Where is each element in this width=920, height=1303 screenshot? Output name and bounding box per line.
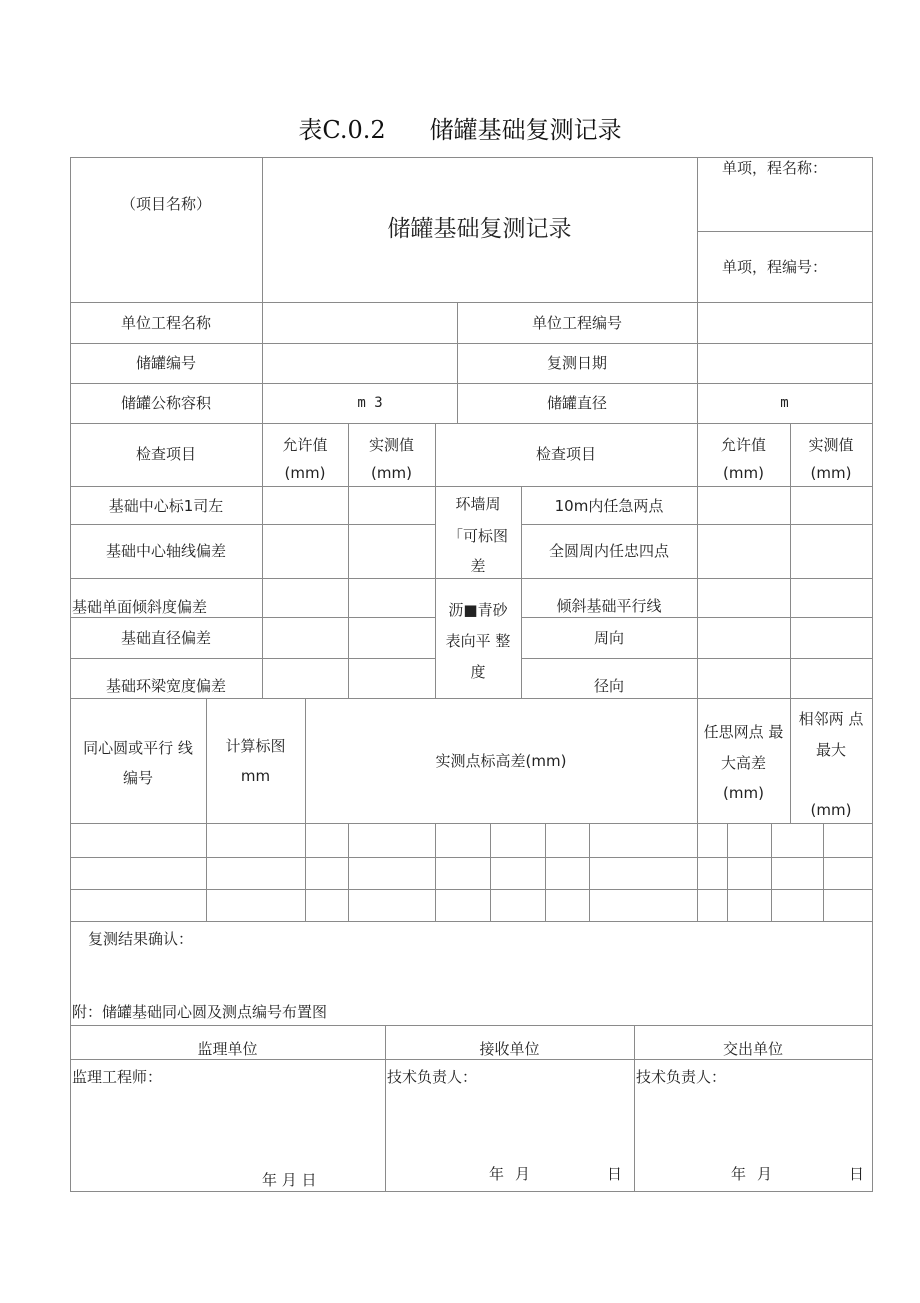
check-item-left-4: 基础直径偏差: [120, 629, 211, 647]
deliverer-tech-lead-label: 技术负责人：: [636, 1068, 727, 1086]
supervisor-date: 年 月 日: [262, 1171, 317, 1189]
tank-diameter-label: 储罐直径: [546, 394, 607, 412]
allow-header-right: 允许值: [720, 436, 766, 454]
supervisor-engineer-label: 监理工程师：: [72, 1068, 163, 1086]
tank-volume-unit: m 3: [357, 395, 383, 411]
form-title: 储罐基础复测记录: [429, 116, 622, 144]
measured-header-right: 实测值: [808, 436, 854, 454]
receiver-tech-lead-label: 技术负责人：: [387, 1068, 478, 1086]
asphalt-item-3: 径向: [593, 677, 624, 695]
measured-elev-label: 实测点标高差(mm): [435, 752, 567, 770]
deliverer-unit-header: 交出单位: [722, 1040, 783, 1058]
check-item-left-2: 基础中心轴线偏差: [105, 542, 226, 560]
receiver-date-month: 月: [515, 1165, 531, 1183]
measured-header: 实测值: [368, 436, 414, 454]
check-item-header: 检查项目: [135, 445, 196, 463]
adjacent-line-3: (mm): [810, 801, 852, 819]
ring-group-line-3: 差: [470, 557, 486, 575]
check-item-left-1: 基础中心标1司左: [108, 497, 224, 515]
form-title-in-table: 储罐基础复测记录: [387, 216, 572, 242]
asphalt-item-2: 周向: [593, 629, 624, 647]
receiver-date-day: 日: [607, 1165, 623, 1183]
asphalt-group-line-2: 表向平 整: [445, 632, 511, 650]
asphalt-item-1: 倾斜基础平行线: [556, 597, 662, 615]
ring-group-line-1: 环墙周: [455, 495, 501, 513]
check-item-left-5: 基础环梁宽度偏差: [105, 677, 226, 695]
measured-unit-right: (mm): [810, 464, 852, 482]
ring-item-2: 全圆周内任忠四点: [548, 542, 669, 560]
deliverer-date-month: 月: [757, 1165, 773, 1183]
circle-label-line-1: 同心圆或平行 线: [83, 739, 193, 757]
calc-label-line-2: mm: [240, 767, 271, 785]
subproject-number-label: 单项，程编号：: [722, 258, 828, 276]
calc-label-line-1: 计算标图: [225, 737, 286, 755]
max-diff-line-2: 大高差: [720, 754, 766, 772]
tank-volume-label: 储罐公称容积: [120, 394, 211, 412]
project-name-cell: （项目名称）: [120, 195, 211, 213]
asphalt-group-line-3: 度: [470, 663, 486, 681]
measured-unit: (mm): [371, 464, 412, 482]
check-item-left-3: 基础单面倾斜度偏差: [72, 598, 208, 616]
receiver-unit-header: 接收单位: [479, 1040, 540, 1058]
ring-group-line-2: 「可标图: [447, 527, 508, 545]
asphalt-group-line-1: 沥■青砂: [448, 601, 508, 619]
receiver-date-year: 年: [489, 1165, 505, 1183]
deliverer-date-year: 年: [731, 1165, 747, 1183]
unit-name-label: 单位工程名称: [120, 314, 211, 332]
supervisor-unit-header: 监理单位: [197, 1040, 258, 1058]
max-diff-line-1: 任思网点 最: [703, 723, 784, 741]
circle-label-line-2: 编号: [122, 769, 153, 787]
adjacent-line-2: 最大: [815, 741, 846, 759]
allow-unit-right: (mm): [723, 464, 764, 482]
form-code: 表C.0.2: [298, 116, 386, 144]
max-diff-line-3: (mm): [723, 784, 764, 802]
allow-header: 允许值: [282, 436, 328, 454]
retest-date-label: 复测日期: [546, 354, 607, 372]
ring-item-1: 10m内任急两点: [554, 497, 664, 515]
adjacent-line-1: 相邻两 点: [798, 710, 864, 728]
deliverer-date-day: 日: [849, 1165, 865, 1183]
subproject-name-label: 单项，程名称：: [722, 159, 828, 177]
tank-number-label: 储罐编号: [135, 354, 196, 372]
confirm-label: 复测结果确认：: [88, 930, 194, 948]
appendix-label: 附：储罐基础同心圆及测点编号布置图: [72, 1003, 328, 1021]
check-item-header-right: 检查项目: [535, 445, 596, 463]
unit-number-label: 单位工程编号: [531, 314, 622, 332]
allow-unit: (mm): [284, 464, 326, 482]
tank-diameter-unit: m: [780, 395, 789, 411]
